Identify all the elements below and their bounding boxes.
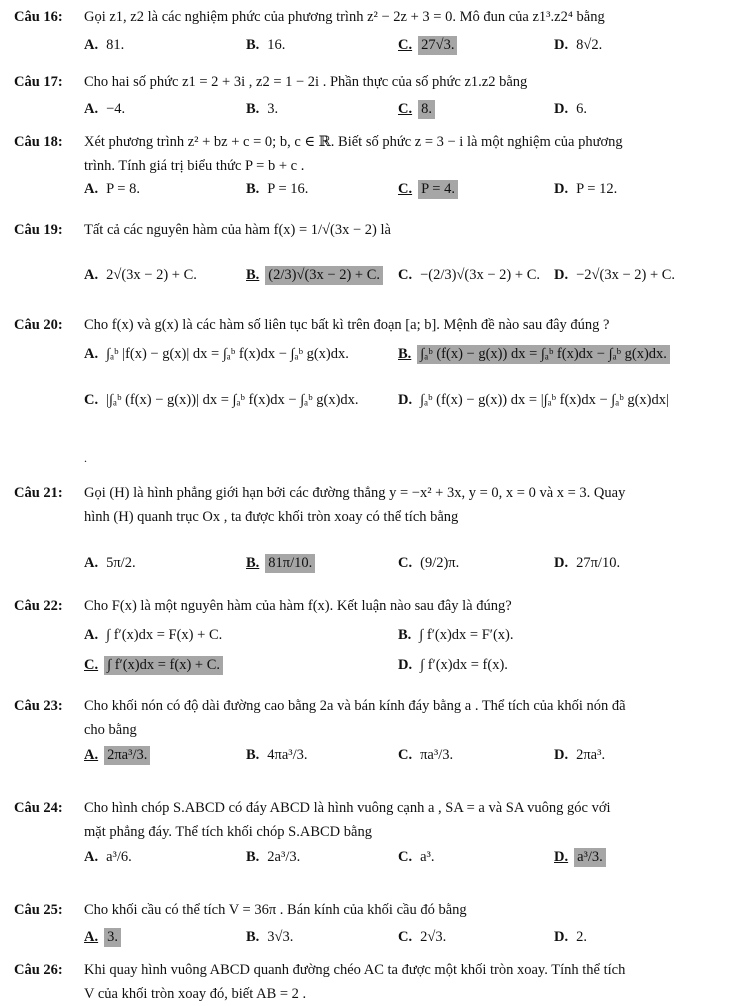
question-label: Câu 26: (14, 962, 63, 978)
option-c[interactable] (398, 262, 542, 288)
option-c[interactable] (398, 176, 458, 202)
question-label: Câu 20: (14, 317, 63, 333)
option-b[interactable] (246, 550, 315, 576)
option-value: (9/2)π. (420, 554, 460, 571)
option-b[interactable] (246, 176, 310, 202)
option-value: −2√(3x − 2) + C. (576, 266, 676, 283)
option-a[interactable] (84, 96, 127, 122)
question-label: Câu 23: (14, 698, 63, 714)
option-value: |∫ₐᵇ (f(x) − g(x))| dx = ∫ₐᵇ f(x)dx − ∫ₐᵇ g(x)dx. (106, 391, 359, 408)
option-value: P = 8. (106, 180, 140, 197)
correct-answer-value: a³/3. (574, 848, 606, 867)
question-label: Câu 18: (14, 134, 63, 150)
option-value: 27π/10. (576, 554, 621, 571)
option-a[interactable] (84, 622, 224, 648)
option-letter: C. (398, 266, 413, 283)
correct-answer-value: ∫ₐᵇ (f(x) − g(x)) dx = ∫ₐᵇ f(x)dx − ∫ₐᵇ g(x)dx. (417, 345, 670, 364)
option-value: 2. (576, 928, 587, 945)
option-letter: D. (554, 180, 569, 197)
option-c[interactable] (398, 96, 435, 122)
question-22 (14, 594, 736, 618)
question-text-continued: cho bằng (84, 722, 137, 738)
option-c[interactable] (84, 652, 223, 678)
option-a[interactable] (84, 32, 126, 58)
option-value: 8√2. (576, 36, 603, 53)
option-b[interactable] (246, 96, 280, 122)
option-b[interactable] (398, 622, 516, 648)
option-letter: A. (84, 36, 99, 53)
option-value: ∫ₐᵇ (f(x) − g(x)) dx = |∫ₐᵇ f(x)dx − ∫ₐᵇ g(x)dx| (420, 391, 669, 408)
question-21 (14, 481, 736, 529)
option-b[interactable] (398, 341, 670, 367)
option-d[interactable] (554, 924, 589, 950)
option-letter: B. (246, 100, 260, 117)
question-16 (14, 5, 736, 29)
option-letter: B. (246, 36, 260, 53)
question-text: Cho F(x) là một nguyên hàm của hàm f(x). Kết luận nào sau đây là đúng? (84, 598, 512, 614)
option-letter: D. (398, 391, 413, 408)
correct-answer-value: 8. (418, 100, 435, 119)
option-c[interactable] (84, 387, 361, 413)
option-d[interactable] (554, 96, 589, 122)
option-value: 2√(3x − 2) + C. (106, 266, 197, 283)
option-letter: C. (398, 36, 413, 53)
option-a[interactable] (84, 742, 150, 768)
option-letter: D. (554, 928, 569, 945)
option-letter: D. (554, 746, 569, 763)
option-letter: B. (246, 746, 260, 763)
option-value: ∫ f′(x)dx = F′(x). (419, 626, 514, 643)
option-letter: B. (398, 345, 412, 362)
option-c[interactable] (398, 32, 457, 58)
option-a[interactable] (84, 550, 138, 576)
option-letter: B. (246, 928, 260, 945)
option-letter: D. (554, 100, 569, 117)
option-a[interactable] (84, 341, 351, 367)
option-value: ∫ f′(x)dx = F(x) + C. (106, 626, 223, 643)
option-letter: A. (84, 180, 99, 197)
option-d[interactable] (554, 176, 619, 202)
option-value: 16. (267, 36, 286, 53)
option-letter: C. (398, 180, 413, 197)
option-letter: B. (398, 626, 412, 643)
correct-answer-value: 27√3. (418, 36, 457, 55)
option-d[interactable] (554, 844, 606, 870)
option-letter: D. (554, 848, 569, 865)
option-value: 2πa³. (576, 746, 606, 763)
option-c[interactable] (398, 844, 437, 870)
question-text: Xét phương trình z² + bz + c = 0; b, c ∈ ℝ. Biết số phức z = 3 − i là một nghiệm của phương (84, 134, 623, 150)
option-d[interactable] (398, 387, 671, 413)
option-c[interactable] (398, 742, 455, 768)
option-value: P = 12. (576, 180, 618, 197)
option-b[interactable] (246, 32, 287, 58)
question-18 (14, 130, 736, 178)
option-value: 5π/2. (106, 554, 136, 571)
option-d[interactable] (554, 742, 607, 768)
option-b[interactable] (246, 742, 310, 768)
option-b[interactable] (246, 844, 302, 870)
question-label: Câu 25: (14, 902, 63, 918)
option-c[interactable] (398, 550, 461, 576)
option-letter: A. (84, 266, 99, 283)
option-letter: A. (84, 746, 99, 763)
option-a[interactable] (84, 924, 121, 950)
option-value: 3√3. (267, 928, 294, 945)
option-letter: C. (84, 656, 99, 673)
option-value: −(2/3)√(3x − 2) + C. (420, 266, 540, 283)
correct-answer-value: P = 4. (418, 180, 458, 199)
option-value: a³/6. (106, 848, 132, 865)
option-value: 6. (576, 100, 587, 117)
question-20 (14, 313, 736, 337)
option-letter: D. (554, 36, 569, 53)
question-text-continued: trình. Tính giá trị biểu thức P = b + c . (84, 158, 305, 174)
correct-answer-value: (2/3)√(3x − 2) + C. (265, 266, 383, 285)
option-letter: C. (84, 391, 99, 408)
question-23 (14, 694, 736, 742)
question-text: Gọi (H) là hình phẳng giới hạn bởi các đường thẳng y = −x² + 3x, y = 0, x = 0 và x = 3. Quay (84, 485, 626, 501)
option-letter: C. (398, 554, 413, 571)
option-letter: A. (84, 848, 99, 865)
option-a[interactable] (84, 176, 142, 202)
question-text-continued: V của khối tròn xoay đó, biết AB = 2 . (84, 986, 307, 1002)
option-letter: D. (398, 656, 413, 673)
question-24 (14, 796, 736, 844)
question-text: Cho f(x) và g(x) là các hàm số liên tục bất kì trên đoạn [a; b]. Mệnh đề nào sau đây đúng ? (84, 317, 610, 333)
question-17 (14, 70, 736, 94)
option-letter: A. (84, 100, 99, 117)
option-letter: B. (246, 180, 260, 197)
option-value: −4. (106, 100, 126, 117)
option-value: ∫ f′(x)dx = f(x). (420, 656, 508, 673)
question-label: Câu 22: (14, 598, 63, 614)
question-text: Gọi z1, z2 là các nghiệm phức của phương trình z² − 2z + 3 = 0. Mô đun của z1³.z2⁴ bằng (84, 9, 605, 25)
option-letter: C. (398, 746, 413, 763)
option-letter: A. (84, 928, 99, 945)
question-label: Câu 19: (14, 222, 63, 238)
correct-answer-value: 2πa³/3. (104, 746, 150, 765)
question-text: Cho khối cầu có thể tích V = 36π . Bán kính của khối cầu đó bằng (84, 902, 467, 918)
option-value: ∫ₐᵇ |f(x) − g(x)| dx = ∫ₐᵇ f(x)dx − ∫ₐᵇ g(x)dx. (106, 345, 349, 362)
question-19 (14, 218, 736, 242)
option-value: 2a³/3. (267, 848, 301, 865)
question-label: Câu 24: (14, 800, 63, 816)
option-letter: A. (84, 345, 99, 362)
question-label: Câu 21: (14, 485, 63, 501)
option-value: 81. (106, 36, 125, 53)
option-d[interactable] (554, 550, 622, 576)
question-25 (14, 898, 736, 922)
option-value: 4πa³/3. (267, 746, 308, 763)
question-text: Tất cả các nguyên hàm của hàm f(x) = 1/√(3x − 2) là (84, 222, 391, 238)
correct-answer-value: 3. (104, 928, 121, 947)
correct-answer-value: 81π/10. (265, 554, 315, 573)
question-26 (14, 958, 736, 1006)
option-letter: A. (84, 554, 99, 571)
option-letter: C. (398, 848, 413, 865)
option-value: P = 16. (267, 180, 309, 197)
option-letter: B. (246, 848, 260, 865)
option-d[interactable] (398, 652, 510, 678)
option-a[interactable] (84, 844, 134, 870)
question-text: Khi quay hình vuông ABCD quanh đường chéo AC ta được một khối tròn xoay. Tính thể tích (84, 962, 626, 978)
option-value: a³. (420, 848, 435, 865)
option-letter: D. (554, 266, 569, 283)
option-letter: D. (554, 554, 569, 571)
option-c[interactable] (398, 924, 448, 950)
option-a[interactable] (84, 262, 199, 288)
option-b[interactable] (246, 262, 383, 288)
option-letter: B. (246, 554, 260, 571)
option-b[interactable] (246, 924, 295, 950)
option-value: 2√3. (420, 928, 447, 945)
option-d[interactable] (554, 262, 677, 288)
question-text-continued: hình (H) quanh trục Ox , ta được khối tròn xoay có thể tích bằng (84, 509, 459, 525)
question-label: Câu 16: (14, 9, 63, 25)
trailing-dot: . (84, 451, 87, 465)
question-text: Cho hình chóp S.ABCD có đáy ABCD là hình vuông cạnh a , SA = a và SA vuông góc với (84, 800, 611, 816)
option-letter: B. (246, 266, 260, 283)
option-value: 3. (267, 100, 279, 117)
option-letter: A. (84, 626, 99, 643)
option-letter: C. (398, 928, 413, 945)
option-letter: C. (398, 100, 413, 117)
option-value: πa³/3. (420, 746, 454, 763)
question-text-continued: mặt phẳng đáy. Thể tích khối chóp S.ABCD bằng (84, 824, 372, 840)
question-text: Cho hai số phức z1 = 2 + 3i , z2 = 1 − 2i . Phần thực của số phức z1.z2 bằng (84, 74, 528, 90)
question-label: Câu 17: (14, 74, 63, 90)
option-d[interactable] (554, 32, 604, 58)
question-text: Cho khối nón có độ dài đường cao bằng 2a và bán kính đáy bằng a . Thể tích của khối nón đã (84, 698, 626, 714)
correct-answer-value: ∫ f′(x)dx = f(x) + C. (104, 656, 223, 675)
